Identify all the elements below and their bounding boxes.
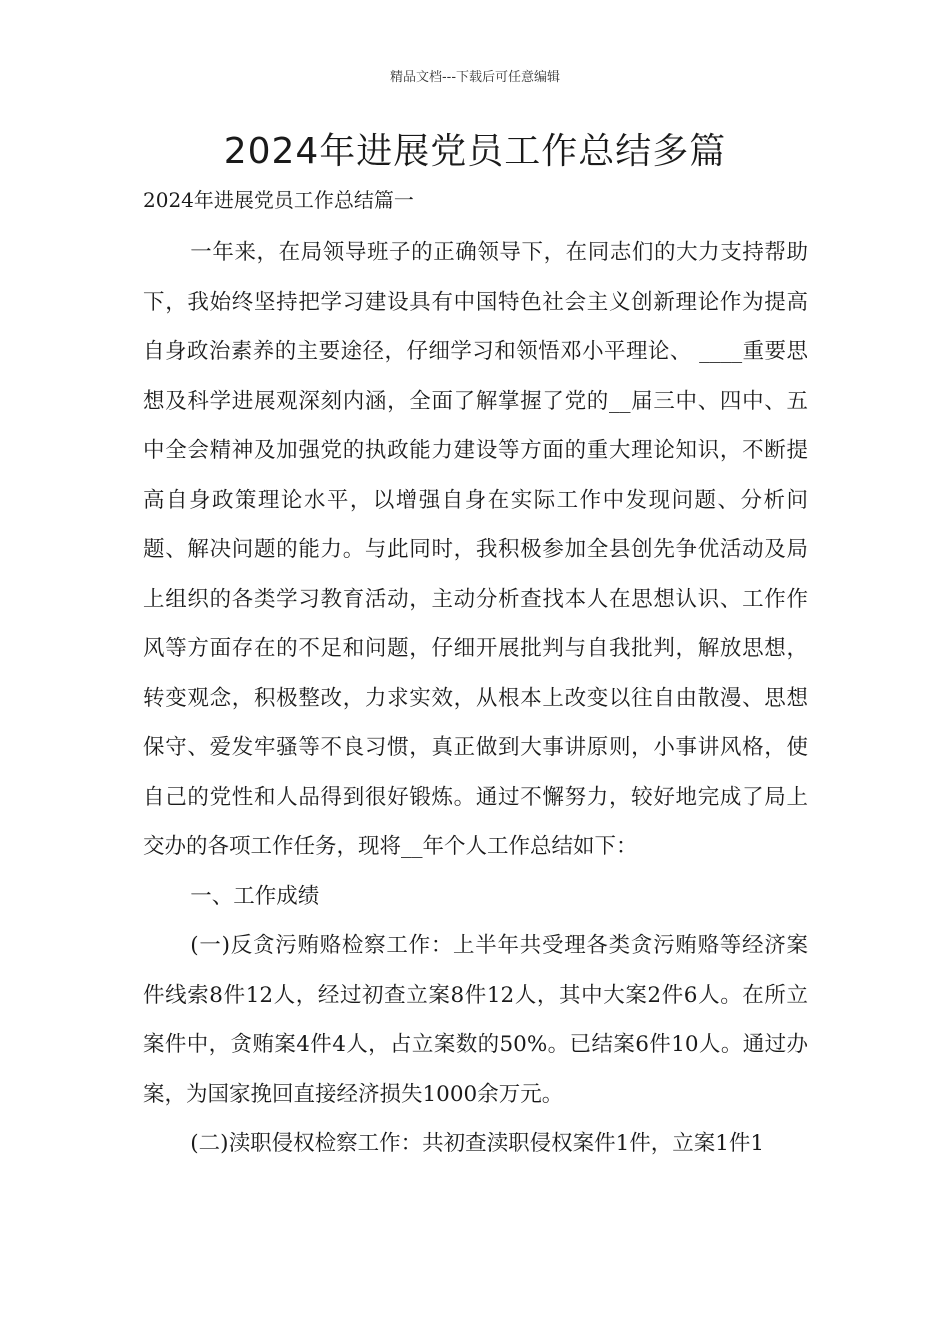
document-title: 2024年进展党员工作总结多篇	[223, 131, 727, 172]
header-note: 精品文档---下载后可任意编辑	[389, 70, 561, 85]
paragraph-anti-corruption: (一)反贪污贿赂检察工作：上半年共受理各类贪污贿赂等经济案件线索8件12人，经过初查立案8件12人，其中大案2件6人。在所立案件中，贪贿案4件4人，占立案数的50%。已结案6件10人。通过办案，为国家挽回直接经济损失1000余万元。	[143, 933, 808, 1107]
section-subtitle: 2024年进展党员工作总结篇一	[143, 188, 414, 212]
paragraph-dereliction: (二)渎职侵权检察工作：共初查渎职侵权案件1件，立案1件1	[190, 1131, 765, 1156]
document-body	[143, 228, 808, 1169]
paragraph-heading-achievements: 一、工作成绩	[190, 883, 320, 909]
paragraph-intro: 一年来，在局领导班子的正确领导下，在同志们的大力支持帮助下，我始终坚持把学习建设具有中国特色社会主义创新理论作为提高自身政治素养的主要途径，仔细学习和领悟邓小平理论、 ____重要思想及科学进展观深刻内涵，全面了解掌握了党的__届三中、四中、五中全会精神及加强党的执政能力建设等方面的重大理论知识，不断提高自身政策理论水平，以增强自身在实际工作中发现问题、分析问题、解决问题的能力。与此同时，我积极参加全县创先争优活动及局上组织的各类学习教育活动，主动分析查找本人在思想认识、工作作风等方面存在的不足和问题，仔细开展批判与自我批判，解放思想，转变观念，积极整改，力求实效，从根本上改变以往自由散漫、思想保守、爱发牢骚等不良习惯，真正做到大事讲原则，小事讲风格，使自己的党性和人品得到很好锻炼。通过不懈努力，较好地完成了局上交办的各项工作任务，现将__年个人工作总结如下：	[143, 240, 808, 859]
